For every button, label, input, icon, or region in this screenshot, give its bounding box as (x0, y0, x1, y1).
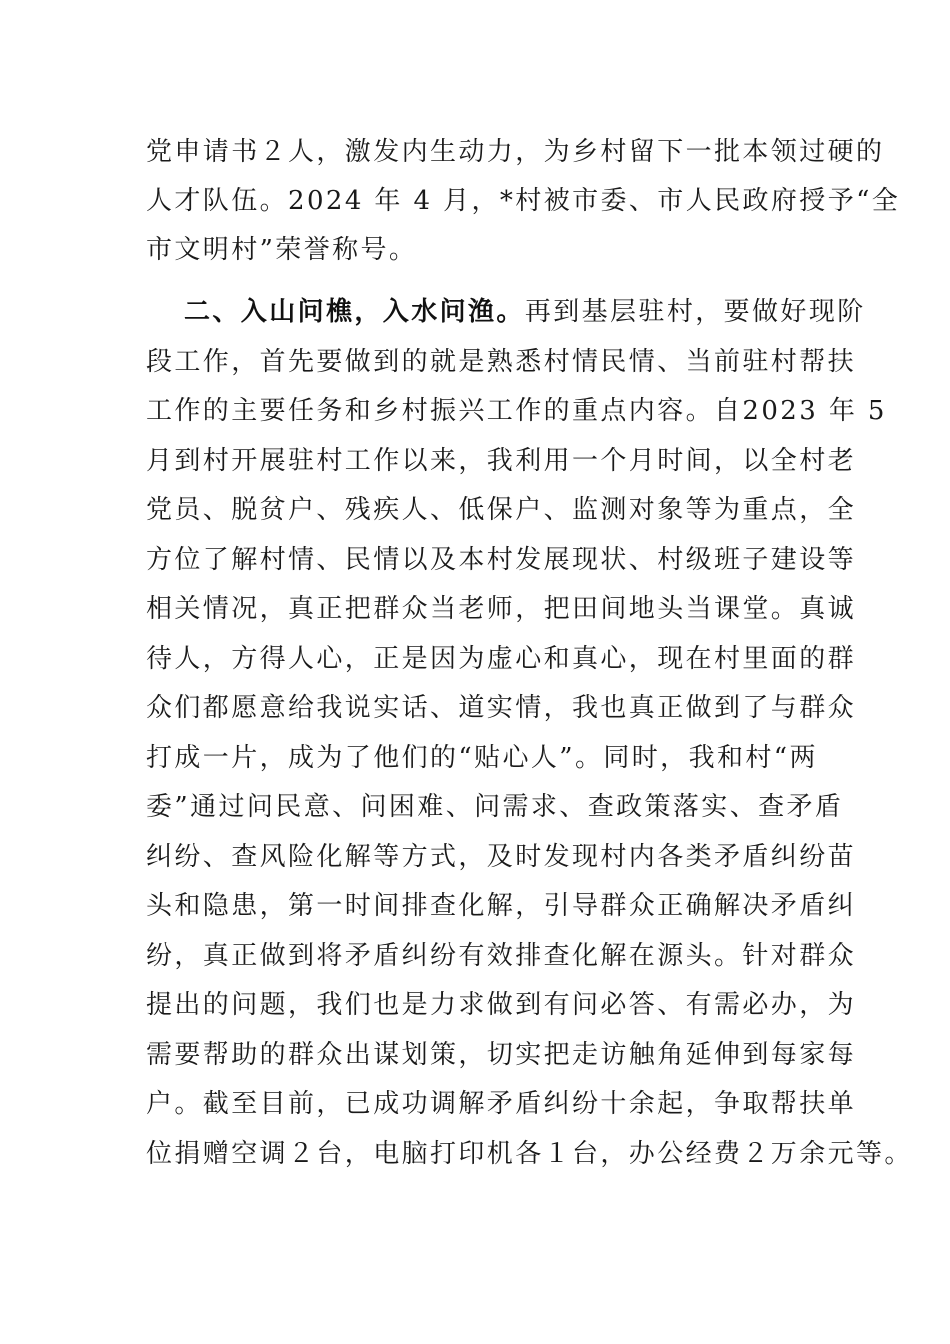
paragraph-line: 打成一片，成为了他们的“贴心人”。同时，我和村“两 (146, 743, 818, 773)
paragraph-line: 提出的问题，我们也是力求做到有问必答、有需必办，为 (146, 990, 857, 1020)
paragraph-line: 月到村开展驻村工作以来，我利用一个月时间，以全村老 (146, 446, 857, 476)
paragraph-line: 需要帮助的群众出谋划策，切实把走访触角延伸到每家每 (146, 1040, 857, 1070)
paragraph-line: 待人，方得人心，正是因为虚心和真心，现在村里面的群 (146, 644, 857, 674)
paragraph-line: 纠纷、查风险化解等方式，及时发现村内各类矛盾纠纷苗 (146, 842, 857, 872)
paragraph-line: 相关情况，真正把群众当老师，把田间地头当课堂。真诚 (146, 594, 857, 624)
paragraph-line: 位捐赠空调２台，电脑打印机各１台，办公经费２万余元等。 (146, 1139, 913, 1169)
paragraph-line: 方位了解村情、民情以及本村发展现状、村级班子建设等 (146, 545, 857, 575)
section-heading: 二、入山问樵，入水问渔。 (184, 297, 525, 327)
paragraph-line: 委”通过问民意、问困难、问需求、查政策落实、查矛盾 (146, 792, 844, 822)
paragraph-line: 党申请书２人，激发内生动力，为乡村留下一批本领过硬的 (146, 137, 885, 167)
paragraph-line: 党员、脱贫户、残疾人、低保户、监测对象等为重点，全 (146, 495, 857, 525)
paragraph-line: 众们都愿意给我说实话、道实情，我也真正做到了与群众 (146, 693, 857, 723)
paragraph-line: 工作的主要任务和乡村振兴工作的重点内容。自2023 年 5 (146, 396, 887, 426)
paragraph-line: 户。截至目前，已成功调解矛盾纠纷十余起，争取帮扶单 (146, 1089, 857, 1119)
paragraph-line: 段工作，首先要做到的就是熟悉村情民情、当前驻村帮扶 (146, 347, 857, 377)
paragraph-line: 纷，真正做到将矛盾纠纷有效排查化解在源头。针对群众 (146, 941, 857, 971)
paragraph-line: 市文明村”荣誉称号。 (146, 235, 418, 265)
paragraph-line: 人才队伍。2024 年 4 月，*村被市委、市人民政府授予“全 (146, 186, 901, 216)
section-heading-line (184, 295, 866, 329)
section-heading-rest: 再到基层驻村，要做好现阶 (524, 297, 866, 327)
paragraph-line: 头和隐患，第一时间排查化解，引导群众正确解决矛盾纠 (146, 891, 857, 921)
